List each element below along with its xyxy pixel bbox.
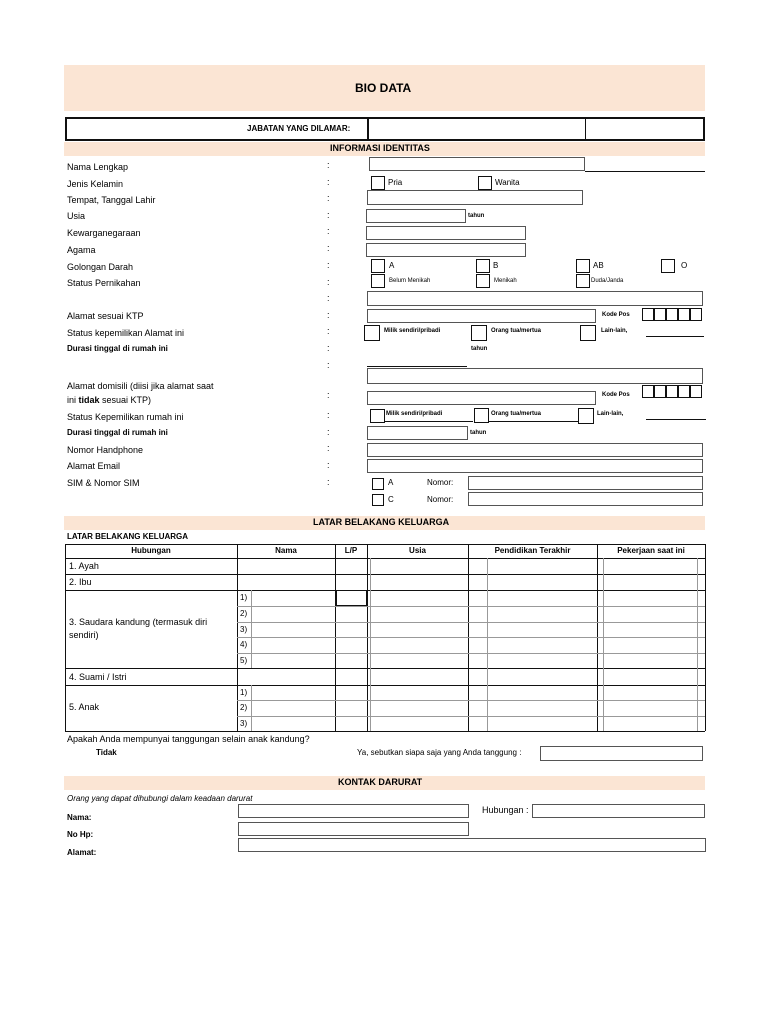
alamat-ktp-input-1[interactable] bbox=[367, 291, 703, 306]
sim-a-label: A bbox=[388, 478, 394, 487]
gol-o-checkbox[interactable] bbox=[661, 259, 675, 273]
milik-sendiri-checkbox-2[interactable] bbox=[370, 409, 385, 423]
durasi-input[interactable] bbox=[367, 366, 467, 367]
sim-c-nomor-label: Nomor: bbox=[427, 495, 454, 504]
wanita-checkbox[interactable] bbox=[478, 176, 492, 190]
alamat-ktp-input-2[interactable] bbox=[367, 309, 596, 323]
label-domisili-1: Alamat domisili (diisi jika alamat saat bbox=[67, 381, 214, 391]
kode-pos-box[interactable] bbox=[690, 385, 702, 398]
duda-janda-checkbox[interactable] bbox=[576, 274, 590, 288]
tanggungan-tidak[interactable]: Tidak bbox=[96, 748, 117, 757]
col-hubungan: Hubungan bbox=[131, 546, 171, 555]
label-agama: Agama bbox=[67, 245, 96, 255]
gol-ab-checkbox[interactable] bbox=[576, 259, 590, 273]
pria-checkbox[interactable] bbox=[371, 176, 385, 190]
milik-sendiri-label: Milik sendiri/pribadi bbox=[384, 328, 441, 334]
label-golongan: Golongan Darah bbox=[67, 262, 134, 272]
label-durasi2: Durasi tinggal di rumah ini bbox=[67, 428, 168, 437]
colon: : bbox=[327, 390, 330, 400]
colon: : bbox=[327, 260, 330, 270]
colon: : bbox=[327, 427, 330, 437]
jabatan-label: JABATAN YANG DILAMAR: bbox=[247, 124, 351, 133]
colon: : bbox=[327, 243, 330, 253]
kewarganegaraan-input[interactable] bbox=[366, 226, 526, 240]
orang-tua-label: Orang tua/mertua bbox=[491, 328, 542, 334]
lain-lain-label: Lain-lain, bbox=[601, 328, 628, 334]
anak-number: 3) bbox=[240, 719, 248, 728]
tanggungan-ya: Ya, sebutkan siapa saja yang Anda tanggung : bbox=[357, 748, 522, 757]
agama-input[interactable] bbox=[366, 243, 526, 257]
keluarga-header: LATAR BELAKANG KELUARGA bbox=[313, 517, 450, 527]
lain-lain-checkbox[interactable] bbox=[580, 325, 596, 341]
gol-o-label: O bbox=[681, 261, 688, 270]
label-status-kepemilikan-rumah: Status Kepemilikan rumah ini bbox=[67, 412, 184, 422]
kode-pos-box[interactable] bbox=[666, 385, 678, 398]
usia-input[interactable] bbox=[366, 209, 466, 223]
pria-label: Pria bbox=[388, 178, 403, 187]
colon: : bbox=[327, 360, 330, 370]
hp-input[interactable] bbox=[367, 443, 703, 457]
darurat-hubungan-label: Hubungan : bbox=[482, 805, 529, 815]
sim-c-label: C bbox=[388, 495, 394, 504]
anak-number: 1) bbox=[240, 688, 248, 697]
kode-pos-box[interactable] bbox=[690, 308, 702, 321]
jabatan-input[interactable] bbox=[370, 119, 582, 139]
label-ttl: Tempat, Tanggal Lahir bbox=[67, 195, 156, 205]
col-nama: Nama bbox=[275, 546, 297, 555]
gol-a-checkbox[interactable] bbox=[371, 259, 385, 273]
sim-c-checkbox[interactable] bbox=[372, 494, 384, 506]
sim-a-nomor-label: Nomor: bbox=[427, 478, 454, 487]
gol-a-label: A bbox=[389, 261, 395, 270]
orang-tua-checkbox[interactable] bbox=[471, 325, 487, 341]
kode-pos-box[interactable] bbox=[666, 308, 678, 321]
email-input[interactable] bbox=[367, 459, 703, 473]
tanggungan-question: Apakah Anda mempunyai tanggungan selain anak kandung? bbox=[67, 734, 310, 744]
sim-c-nomor-input[interactable] bbox=[468, 492, 703, 506]
label-usia: Usia bbox=[67, 211, 86, 221]
lain-lain-checkbox-2[interactable] bbox=[578, 408, 594, 424]
kode-pos-label-2: Kode Pos bbox=[602, 392, 630, 398]
nama-input[interactable] bbox=[369, 157, 585, 171]
kode-pos-box[interactable] bbox=[654, 308, 666, 321]
col-pekerjaan: Pekerjaan saat ini bbox=[617, 546, 685, 555]
darurat-header: KONTAK DARURAT bbox=[338, 777, 423, 787]
darurat-hubungan-input[interactable] bbox=[532, 804, 705, 818]
darurat-nama-label: Nama: bbox=[67, 813, 92, 822]
row-suami: 4. Suami / Istri bbox=[69, 672, 127, 682]
usia-tahun: tahun bbox=[468, 213, 485, 219]
label-sim: SIM & Nomor SIM bbox=[67, 478, 140, 488]
colon: : bbox=[327, 277, 330, 287]
row-saudara-2: sendiri) bbox=[69, 630, 99, 640]
domisili-input-1[interactable] bbox=[367, 368, 703, 384]
row-ibu: 2. Ibu bbox=[69, 577, 92, 587]
darurat-nama-input[interactable] bbox=[238, 804, 469, 818]
label-domisili-2: ini tidak sesuai KTP) bbox=[67, 395, 152, 405]
belum-menikah-label: Belum Menikah bbox=[389, 278, 431, 284]
kode-pos-box[interactable] bbox=[678, 308, 690, 321]
gol-b-label: B bbox=[493, 261, 499, 270]
colon: : bbox=[327, 443, 330, 453]
jabatan-extra-input[interactable] bbox=[588, 119, 702, 139]
identitas-header: INFORMASI IDENTITAS bbox=[330, 143, 430, 153]
darurat-nohp-label: No Hp: bbox=[67, 830, 94, 839]
domisili-input-2[interactable] bbox=[367, 391, 596, 405]
kode-pos-label: Kode Pos bbox=[602, 312, 630, 318]
lain-lain-label-2: Lain-lain, bbox=[597, 411, 624, 417]
duda-janda-label: Duda/Janda bbox=[591, 278, 624, 284]
orang-tua-label-2: Orang tua/mertua bbox=[491, 411, 542, 417]
belum-menikah-checkbox[interactable] bbox=[371, 274, 385, 288]
saudara-number: 2) bbox=[240, 609, 248, 618]
darurat-alamat-input[interactable] bbox=[238, 838, 706, 852]
row-anak: 5. Anak bbox=[69, 702, 100, 712]
label-hp: Nomor Handphone bbox=[67, 445, 144, 455]
menikah-checkbox[interactable] bbox=[476, 274, 490, 288]
col-pendidikan: Pendidikan Terakhir bbox=[494, 546, 571, 555]
kode-pos-box[interactable] bbox=[642, 385, 654, 398]
label-email: Alamat Email bbox=[67, 461, 121, 471]
colon: : bbox=[327, 193, 330, 203]
anak-number: 2) bbox=[240, 703, 248, 712]
kode-pos-box[interactable] bbox=[642, 308, 654, 321]
page-title: BIO DATA bbox=[355, 81, 412, 95]
milik-sendiri-label-2: Milik sendiri/pribadi bbox=[386, 411, 443, 417]
durasi2-tahun: tahun bbox=[470, 430, 487, 436]
durasi-tahun: tahun bbox=[471, 346, 488, 352]
darurat-desc: Orang yang dapat dihubungi dalam keadaan darurat bbox=[67, 794, 253, 803]
darurat-nohp-input[interactable] bbox=[238, 822, 469, 836]
label-nama: Nama Lengkap bbox=[67, 162, 129, 172]
row-ayah: 1. Ayah bbox=[69, 561, 99, 571]
col-usia: Usia bbox=[409, 546, 426, 555]
label-durasi: Durasi tinggal di rumah ini bbox=[67, 344, 168, 353]
sim-a-nomor-input[interactable] bbox=[468, 476, 703, 490]
lain-lain-line[interactable] bbox=[646, 336, 704, 337]
colon: : bbox=[327, 310, 330, 320]
menikah-label: Menikah bbox=[494, 278, 517, 284]
label-kewarganegaraan: Kewarganegaraan bbox=[67, 228, 141, 238]
tanggungan-input[interactable] bbox=[540, 746, 703, 761]
saudara-number: 1) bbox=[240, 593, 248, 602]
saudara-number: 3) bbox=[240, 625, 248, 634]
colon: : bbox=[327, 326, 330, 336]
sim-a-checkbox[interactable] bbox=[372, 478, 384, 490]
colon: : bbox=[327, 160, 330, 170]
saudara-number: 4) bbox=[240, 640, 248, 649]
colon: : bbox=[327, 410, 330, 420]
colon: : bbox=[327, 177, 330, 187]
keluarga-subheader: LATAR BELAKANG KELUARGA bbox=[67, 532, 189, 541]
orang-tua-checkbox-2[interactable] bbox=[474, 408, 489, 423]
lain-lain-line-2[interactable] bbox=[646, 419, 706, 420]
durasi2-input[interactable] bbox=[367, 426, 468, 440]
saudara-number: 5) bbox=[240, 656, 248, 665]
gol-b-checkbox[interactable] bbox=[476, 259, 490, 273]
darurat-alamat-label: Alamat: bbox=[67, 848, 97, 857]
kode-pos-box[interactable] bbox=[678, 385, 690, 398]
col-lp: L/P bbox=[344, 546, 358, 555]
label-status-kepemilikan-alamat: Status kepemilikan Alamat ini bbox=[67, 328, 185, 338]
kode-pos-box[interactable] bbox=[654, 385, 666, 398]
ttl-input[interactable] bbox=[367, 190, 583, 205]
colon: : bbox=[327, 226, 330, 236]
colon: : bbox=[327, 210, 330, 220]
colon: : bbox=[327, 293, 330, 303]
milik-sendiri-checkbox[interactable] bbox=[364, 325, 380, 341]
label-alamat-ktp: Alamat sesuai KTP bbox=[67, 311, 144, 321]
label-jenis-kelamin: Jenis Kelamin bbox=[67, 179, 124, 189]
colon: : bbox=[327, 477, 330, 487]
label-status-pernikahan: Status Pernikahan bbox=[67, 278, 141, 288]
gol-ab-label: AB bbox=[593, 261, 604, 270]
row-saudara-1: 3. Saudara kandung (termasuk diri bbox=[69, 617, 208, 627]
colon: : bbox=[327, 343, 330, 353]
colon: : bbox=[327, 460, 330, 470]
wanita-label: Wanita bbox=[495, 178, 520, 187]
